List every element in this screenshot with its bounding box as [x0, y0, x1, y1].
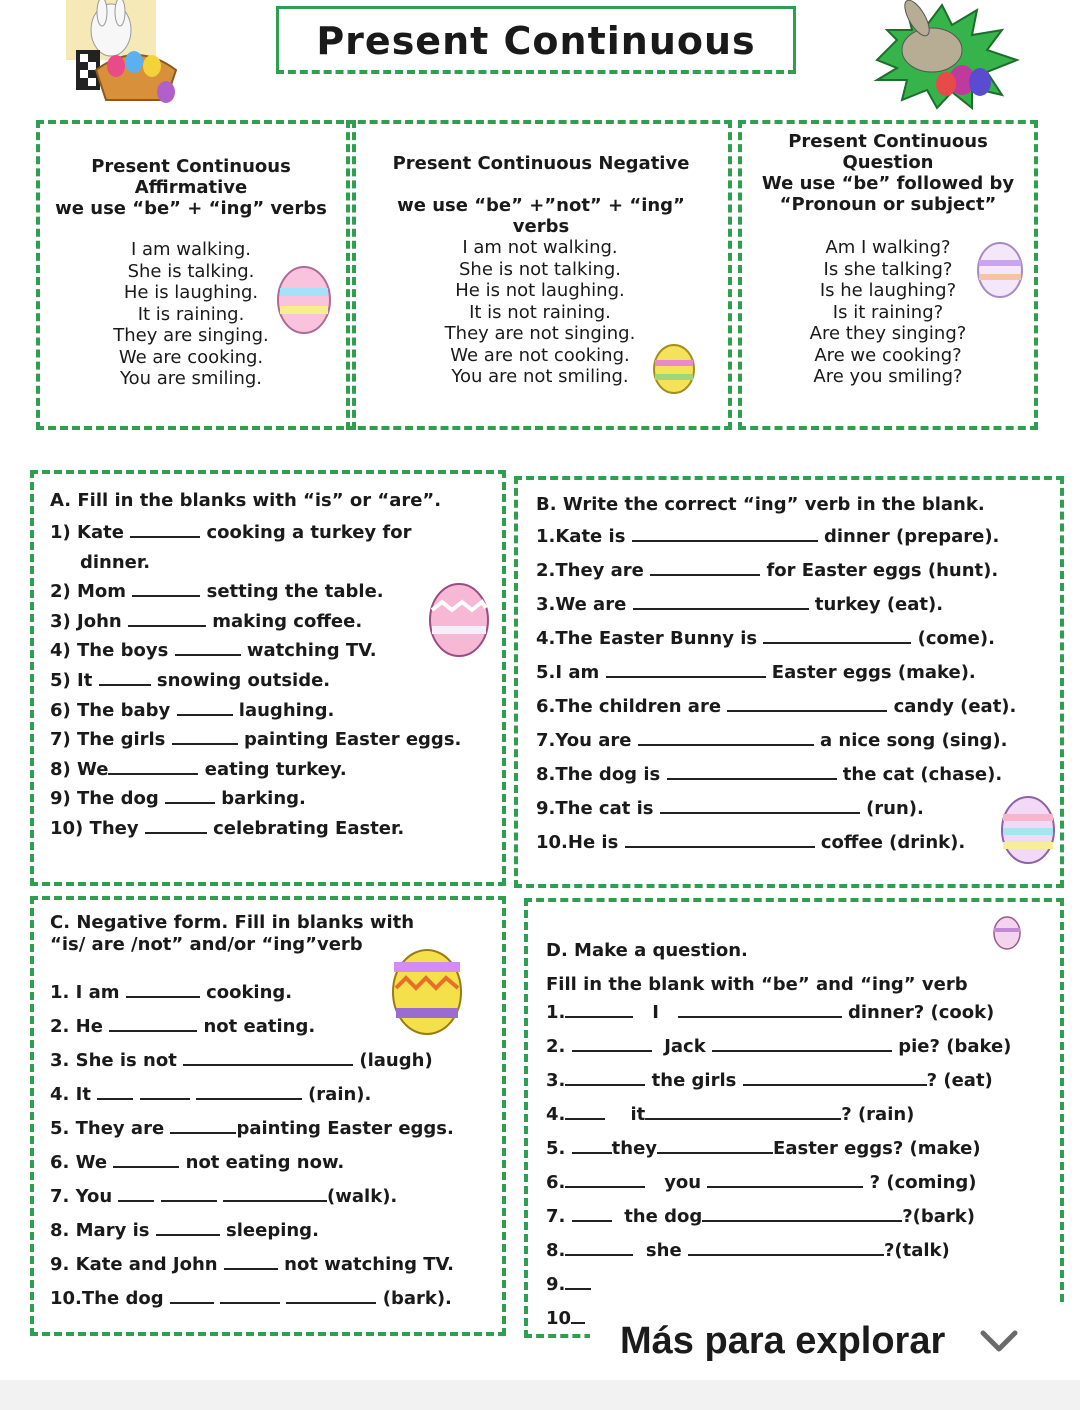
list-item: 5.I am Easter eggs (make).	[536, 662, 976, 683]
easter-egg-icon	[992, 914, 1022, 950]
easter-egg-icon	[1000, 792, 1056, 864]
list-item: 1. I dinner? (cook)	[546, 1002, 995, 1023]
list-item: 8. she ?(talk)	[546, 1240, 950, 1261]
chevron-down-icon[interactable]	[979, 1328, 1019, 1354]
list-item: 6.The children are candy (eat).	[536, 696, 1017, 717]
easter-egg-icon	[276, 262, 332, 334]
easter-egg-icon	[652, 342, 696, 394]
exercise-a-title: A. Fill in the blanks with “is” or “are”.	[50, 490, 442, 511]
negative-heading: Present Continuous Negative we use “be” +”not” + “ing” verbs	[392, 153, 690, 237]
list-item: 6) The baby laughing.	[50, 699, 335, 721]
list-item: 5. they Easter eggs? (make)	[546, 1138, 981, 1159]
list-item: dinner.	[80, 551, 151, 573]
easter-egg-icon	[976, 240, 1024, 298]
list-item: 1. I am cooking.	[50, 982, 293, 1003]
easter-bunny-nest-illustration	[872, 0, 1022, 110]
list-item: 8) We eating turkey.	[50, 758, 347, 780]
list-item: 9.	[546, 1274, 1011, 1308]
list-item: 4) The boys watching TV.	[50, 640, 377, 662]
list-item: 3) John making coffee.	[50, 610, 363, 632]
list-item: 3. She is not (laugh)	[50, 1050, 433, 1071]
list-item: 2) Mom setting the table.	[50, 581, 384, 603]
list-item: 4.The Easter Bunny is (come).	[536, 628, 995, 649]
list-item: 9.The cat is (run).	[536, 798, 924, 819]
exercise-c-title: C. Negative form. Fill in blanks with “is/ are /not” and/or “ing”verb	[50, 912, 415, 955]
list-item: 1.Kate is dinner (prepare).	[536, 526, 1000, 547]
list-item: 5. They are painting Easter eggs.	[50, 1118, 454, 1139]
exercise-d-title: D. Make a question. Fill in the blank with “be” and “ing” verb	[546, 940, 968, 995]
list-item: 4. it ? (rain)	[546, 1104, 915, 1125]
list-item: 10	[546, 1308, 1011, 1342]
exercise-d-list	[546, 1002, 1011, 1342]
list-item: 6. you ? (coming)	[546, 1172, 977, 1193]
list-item: 7. the dog ?(bark)	[546, 1206, 976, 1227]
list-item: 7. You (walk).	[50, 1186, 398, 1207]
list-item: 7.You are a nice song (sing).	[536, 730, 1008, 751]
list-item: 9) The dog barking.	[50, 788, 306, 810]
list-item: 3.We are turkey (eat).	[536, 594, 944, 615]
negative-examples: I am not walking. She is not talking. He is not laughing. It is not raining. They are not singing. We are not cooking. You are not smiling.	[444, 237, 636, 387]
bottom-strip	[0, 1380, 1080, 1410]
affirmative-heading: Present Continuous Affirmative we use “be” + “ing” verbs	[55, 156, 327, 219]
list-item: 7) The girls painting Easter eggs.	[50, 729, 462, 751]
exercise-a-list	[50, 522, 461, 848]
list-item: 9. Kate and John not watching TV.	[50, 1254, 454, 1275]
exercise-b-title: B. Write the correct “ing” verb in the blank.	[536, 494, 985, 515]
list-item: 1) Kate cooking a turkey for	[50, 522, 412, 543]
list-item: 10) They celebrating Easter.	[50, 817, 405, 839]
easter-egg-icon	[390, 944, 464, 1036]
list-item: 8.The dog is the cat (chase).	[536, 764, 1003, 785]
page-title: Present Continuous	[316, 19, 756, 63]
list-item: 2. Jack pie? (bake)	[546, 1036, 1012, 1057]
list-item: 2.They are for Easter eggs (hunt).	[536, 560, 999, 581]
list-item: 3. the girls ? (eat)	[546, 1070, 993, 1091]
list-item: 10.He is coffee (drink).	[536, 832, 966, 853]
list-item: 2. He not eating.	[50, 1016, 316, 1037]
list-item: 6. We not eating now.	[50, 1152, 345, 1173]
list-item: 8. Mary is sleeping.	[50, 1220, 319, 1241]
exercise-b-list	[536, 526, 1016, 866]
question-heading: Present Continuous Question We use “be” followed by “Pronoun or subject”	[761, 131, 1015, 215]
easter-egg-icon	[428, 580, 490, 658]
list-item: 10.The dog (bark).	[50, 1288, 452, 1309]
more-to-explore-bar[interactable]	[590, 1306, 1080, 1376]
list-item: 5) It snowing outside.	[50, 669, 331, 691]
list-item: 4. It (rain).	[50, 1084, 372, 1105]
easter-basket-illustration	[66, 0, 196, 110]
affirmative-examples: I am walking. She is talking. He is laughing. It is raining. They are singing. We are cooking. You are smiling.	[113, 239, 269, 389]
title-frame	[276, 6, 796, 74]
question-examples: Am I walking? Is she talking? Is he laughing? Is it raining? Are they singing? Are we cooking? Are you smiling?	[809, 237, 967, 387]
more-to-explore-label[interactable]: Más para explorar	[620, 1319, 946, 1362]
